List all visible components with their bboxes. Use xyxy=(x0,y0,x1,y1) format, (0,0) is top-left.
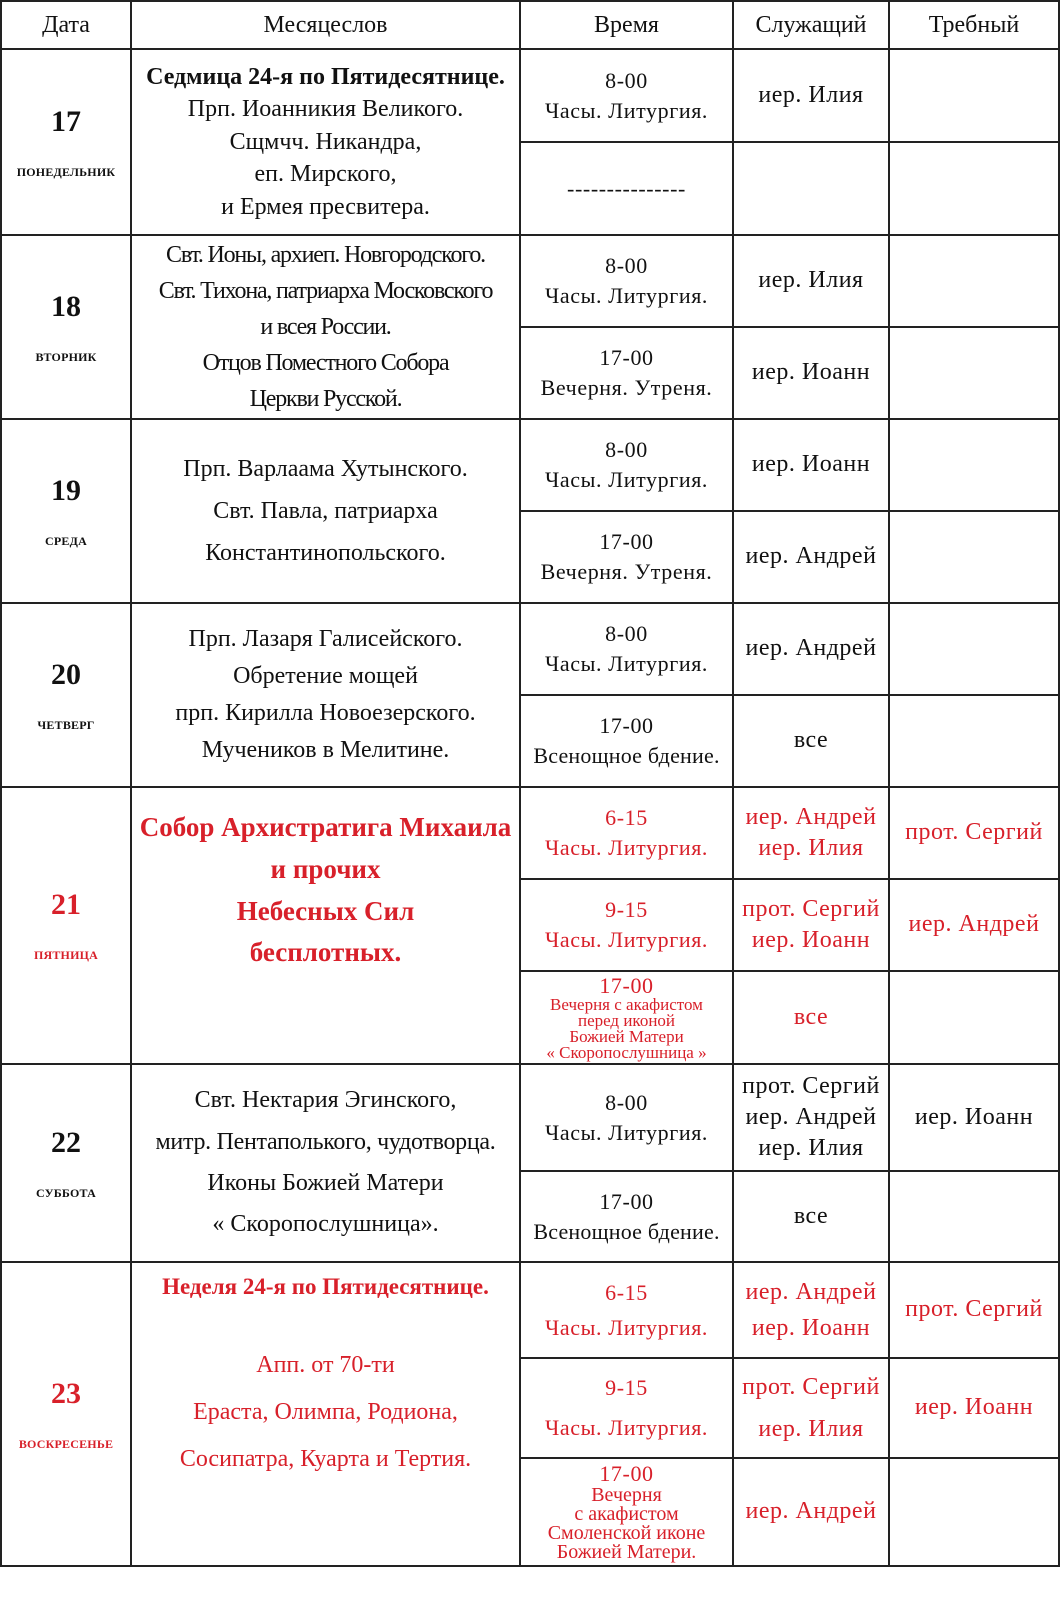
requiem-cell xyxy=(889,511,1059,603)
feast-line: « Скоропослушница». xyxy=(212,1211,439,1238)
celebrant-cell xyxy=(733,1171,889,1262)
feast-line: Свт. Павла, патриарха xyxy=(213,498,438,524)
day-name: ПОНЕДЕЛЬНИК xyxy=(16,164,116,179)
priest: иер. Андрей xyxy=(745,543,877,570)
day-number: 20 xyxy=(51,657,81,691)
priest: иер. Андрей xyxy=(745,803,877,830)
priest: иер. Иоанн xyxy=(751,359,871,386)
service-name: Вечерня с акафистом xyxy=(550,994,703,1014)
time-cell xyxy=(520,1064,733,1171)
priest: иер. Иоанн xyxy=(751,451,871,478)
service-name: Часы. Литургия. xyxy=(544,1415,709,1440)
service-name: Часы. Литургия. xyxy=(544,1315,709,1340)
time-cell xyxy=(520,1171,733,1262)
celebrant-cell xyxy=(733,1358,889,1458)
service-time: 6-15 xyxy=(605,805,648,831)
requiem-cell xyxy=(889,142,1059,235)
feast-line: Константинопольского. xyxy=(205,540,446,566)
feast-line: Свт. Ионы, архиеп. Новгородского. xyxy=(166,242,485,268)
feast-cell xyxy=(131,49,520,235)
requiem-cell xyxy=(889,49,1059,142)
day-name: СРЕДА xyxy=(45,533,87,548)
requiem-cell xyxy=(889,1171,1059,1262)
service-time: 17-00 xyxy=(599,529,654,555)
priest: прот. Сергий xyxy=(742,1374,880,1400)
service-name: Божией Матери. xyxy=(556,1540,697,1563)
time-cell xyxy=(520,49,733,142)
celebrant-cell xyxy=(733,142,889,235)
celebrant-cell xyxy=(733,787,889,879)
service-name: Всенощное бдение. xyxy=(533,1218,720,1244)
day-row xyxy=(1,1064,1059,1171)
feast-line: Прп. Варлаама Хутынского. xyxy=(183,456,468,482)
header-menologion: Месяцеслов xyxy=(131,1,520,49)
day-name: ВОСКРЕСЕНЬЕ xyxy=(18,1436,114,1451)
day-row xyxy=(1,235,1059,327)
requiem-cell xyxy=(889,327,1059,419)
feast-line: Неделя 24-я по Пятидесятнице. xyxy=(162,1274,489,1299)
priest: иер. Илия xyxy=(758,1416,864,1442)
requiem-cell xyxy=(889,235,1059,327)
feast-line: Церкви Русской. xyxy=(249,386,402,412)
day-number: 22 xyxy=(51,1125,81,1159)
priest: все xyxy=(793,727,829,754)
day-name: ПЯТНИЦА xyxy=(33,948,99,962)
service-name: перед иконой xyxy=(577,1010,676,1030)
priest: иер. Илия xyxy=(758,267,864,294)
feast-cell xyxy=(131,787,520,1064)
service-name: Вечерня xyxy=(591,1483,662,1506)
day-number: 21 xyxy=(51,888,81,921)
feast-line: еп. Мирского, xyxy=(254,161,397,188)
priest: иер. Андрей xyxy=(745,1279,877,1305)
time-cell xyxy=(520,511,733,603)
feast-line: и всея России. xyxy=(260,314,391,340)
priest: иер. Илия xyxy=(758,1135,864,1162)
service-time: 6-15 xyxy=(605,1279,648,1305)
requiem-cell: иер. Андрей xyxy=(889,879,1059,971)
service-name: Всенощное бдение. xyxy=(533,743,720,768)
header-time: Время xyxy=(520,1,733,49)
time-cell xyxy=(520,787,733,879)
time-cell xyxy=(520,419,733,511)
priest: иер. Андрей xyxy=(745,635,877,662)
feast-line: Сосипатра, Куарта и Тертия. xyxy=(179,1446,472,1472)
feast-line: Иконы Божией Матери xyxy=(207,1170,444,1196)
day-row xyxy=(1,1262,1059,1358)
date-cell xyxy=(1,49,131,235)
time-cell xyxy=(520,603,733,695)
requiem-cell: иер. Иоанн xyxy=(889,1064,1059,1171)
priest: иер. Андрей xyxy=(745,1103,877,1130)
priest: прот. Сергий xyxy=(742,1072,880,1099)
service-time: 9-15 xyxy=(605,897,648,923)
date-cell xyxy=(1,235,131,419)
priest: прот. Сергий xyxy=(742,895,880,922)
celebrant-cell xyxy=(733,419,889,511)
service-name: Вечерня. Утреня. xyxy=(540,559,713,584)
feast-line: Сщмчч. Никандра, xyxy=(229,128,422,155)
day-name: ВТОРНИК xyxy=(35,349,97,364)
service-name: --------------- xyxy=(567,175,686,201)
feast-cell xyxy=(131,1262,520,1566)
feast-line: Свт. Тихона, патриарха Московского xyxy=(158,278,493,304)
feast-line: прп. Кирилла Новоезерского. xyxy=(175,700,476,726)
service-name: Вечерня. Утреня. xyxy=(540,375,713,400)
feast-line: Ераста, Олимпа, Родиона, xyxy=(193,1399,458,1425)
time-cell xyxy=(520,1262,733,1358)
service-time: 8-00 xyxy=(605,67,648,93)
feast-cell xyxy=(131,419,520,603)
requiem-cell: иер. Иоанн xyxy=(889,1358,1059,1458)
day-row xyxy=(1,49,1059,142)
time-cell xyxy=(520,695,733,787)
service-name: « Скоропослушница » xyxy=(546,1043,707,1063)
requiem-cell xyxy=(889,603,1059,695)
feast-line: Обретение мощей xyxy=(233,662,418,689)
time-cell xyxy=(520,1358,733,1458)
celebrant-cell xyxy=(733,235,889,327)
date-cell xyxy=(1,787,131,1064)
service-time: 8-00 xyxy=(605,253,648,279)
time-cell xyxy=(520,879,733,971)
priest: иер. Илия xyxy=(758,835,864,861)
date-cell xyxy=(1,1262,131,1566)
requiem-cell: прот. Сергий xyxy=(889,787,1059,879)
day-row xyxy=(1,787,1059,879)
requiem-cell: прот. Сергий xyxy=(889,1262,1059,1358)
service-time: 17-00 xyxy=(599,713,654,739)
time-cell xyxy=(520,971,733,1064)
service-time: 17-00 xyxy=(599,1461,654,1487)
date-cell xyxy=(1,1064,131,1262)
day-number: 18 xyxy=(51,289,81,323)
celebrant-cell xyxy=(733,1262,889,1358)
celebrant-cell xyxy=(733,695,889,787)
celebrant-cell xyxy=(733,327,889,419)
service-name: Смоленской иконе xyxy=(547,1521,706,1544)
feast-line: митр. Пентаполького, чудотворца. xyxy=(155,1128,496,1155)
service-name: Часы. Литургия. xyxy=(544,651,709,676)
feast-line: Мучеников в Мелитине. xyxy=(201,737,450,764)
day-number: 23 xyxy=(51,1376,81,1410)
feast-line: Небесных Сил xyxy=(236,895,415,926)
header-row xyxy=(1,1,1059,49)
priest: иер. Иоанн xyxy=(751,1315,871,1341)
header-requiem: Требный xyxy=(889,1,1059,49)
feast-line: Прп. Лазаря Галисейского. xyxy=(188,625,463,652)
service-name: Часы. Литургия. xyxy=(544,927,709,952)
header-date: Дата xyxy=(1,1,131,49)
feast-line: Прп. Иоанникия Великого. xyxy=(187,96,464,123)
celebrant-cell xyxy=(733,879,889,971)
feast-line: и Ермея пресвитера. xyxy=(221,193,430,220)
celebrant-cell xyxy=(733,49,889,142)
day-number: 17 xyxy=(51,104,81,138)
feast-line: Отцов Поместного Собора xyxy=(202,350,449,376)
service-name: Часы. Литургия. xyxy=(544,467,709,492)
feast-line: Апп. от 70-ти xyxy=(256,1352,395,1378)
priest: иер. Илия xyxy=(758,81,864,108)
feast-cell xyxy=(131,603,520,787)
service-time: 17-00 xyxy=(599,1188,654,1214)
priest: иер. Иоанн xyxy=(751,927,871,953)
service-time: 9-15 xyxy=(605,1375,648,1401)
day-name: СУББОТА xyxy=(36,1185,96,1200)
header-celebrant: Служащий xyxy=(733,1,889,49)
date-cell xyxy=(1,419,131,603)
feast-line: Свт. Нектария Эгинского, xyxy=(194,1087,457,1114)
celebrant-cell xyxy=(733,971,889,1064)
feast-line: и прочих xyxy=(270,853,381,884)
celebrant-cell xyxy=(733,511,889,603)
day-name: ЧЕТВЕРГ xyxy=(37,717,95,732)
time-cell xyxy=(520,235,733,327)
day-row xyxy=(1,603,1059,695)
service-name: Часы. Литургия. xyxy=(544,97,709,123)
service-time: 8-00 xyxy=(605,437,648,463)
celebrant-cell xyxy=(733,603,889,695)
priest: все xyxy=(793,1202,829,1229)
service-name: Божией Матери xyxy=(569,1027,684,1047)
time-cell xyxy=(520,327,733,419)
requiem-cell xyxy=(889,971,1059,1064)
time-cell xyxy=(520,142,733,235)
feast-line: Седмица 24-я по Пятидесятнице. xyxy=(146,64,505,91)
celebrant-cell xyxy=(733,1064,889,1171)
date-cell xyxy=(1,603,131,787)
priest: все xyxy=(793,1003,829,1030)
feast-cell xyxy=(131,1064,520,1262)
priest: иер. Андрей xyxy=(745,1498,877,1525)
requiem-cell xyxy=(889,419,1059,511)
service-name: Часы. Литургия. xyxy=(544,283,709,308)
service-name: Часы. Литургия. xyxy=(544,835,709,860)
service-name: Часы. Литургия. xyxy=(544,1119,709,1145)
service-time: 8-00 xyxy=(605,1089,648,1115)
requiem-cell xyxy=(889,1458,1059,1566)
celebrant-cell xyxy=(733,1458,889,1566)
service-time: 17-00 xyxy=(599,972,654,998)
feast-line: Собор Архистратига Михаила xyxy=(139,811,512,842)
time-cell xyxy=(520,1458,733,1566)
service-name: с акафистом xyxy=(574,1502,679,1525)
requiem-cell xyxy=(889,695,1059,787)
service-time: 8-00 xyxy=(605,621,648,647)
feast-cell xyxy=(131,235,520,419)
feast-line: бесплотных. xyxy=(249,937,402,968)
day-row xyxy=(1,419,1059,511)
service-time: 17-00 xyxy=(599,345,654,371)
day-number: 19 xyxy=(51,473,81,507)
